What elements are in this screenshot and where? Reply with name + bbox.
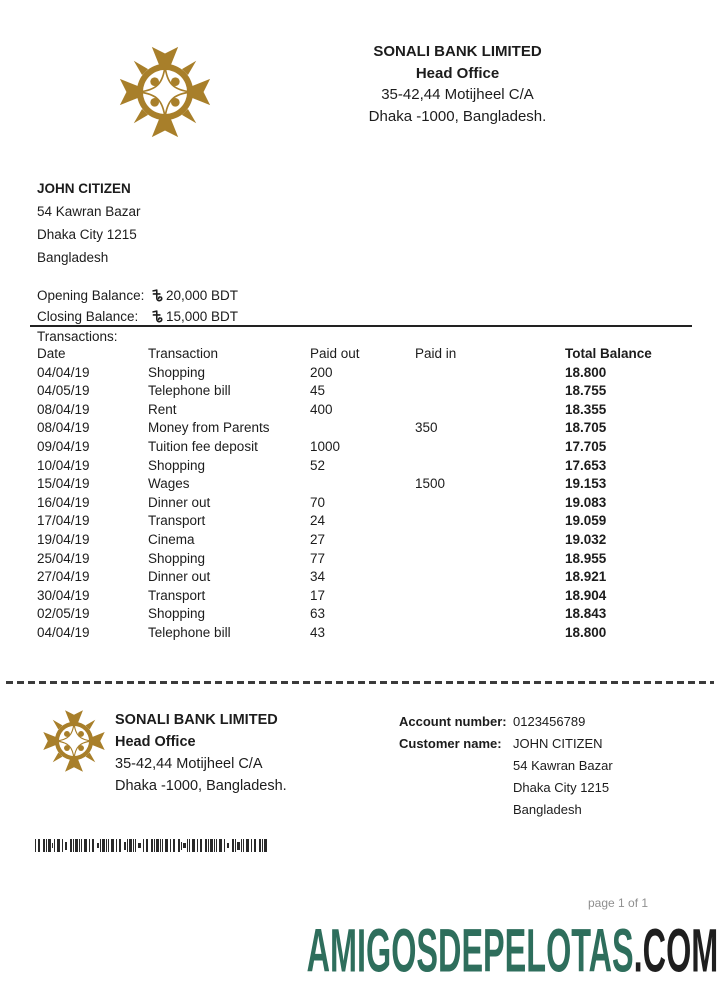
- cell-date: 08/04/19: [37, 420, 90, 436]
- cell-transaction: Cinema: [148, 531, 195, 547]
- cell-total-balance: 18.800: [565, 364, 607, 380]
- cell-transaction: Shopping: [148, 550, 206, 566]
- cell-paid-in: [415, 401, 565, 420]
- cell-paid-out: 24: [310, 513, 326, 529]
- transaction-row: [37, 457, 689, 476]
- cell-paid-out: [310, 475, 415, 494]
- cell-paid-in: 350: [415, 420, 438, 436]
- cell-paid-in: [415, 438, 565, 457]
- cell-transaction: Transport: [148, 513, 206, 529]
- cell-paid-in: [415, 457, 565, 476]
- customer-name-label: Customer name:: [399, 736, 502, 751]
- transactions-table: [37, 345, 689, 643]
- cell-total-balance: 19.153: [565, 476, 607, 492]
- cell-transaction: Rent: [148, 401, 177, 417]
- footer-bank-block: [115, 709, 287, 797]
- cell-date: 17/04/19: [37, 513, 90, 529]
- column-header-paid-in: Paid in: [415, 346, 457, 361]
- customer-name: JOHN CITIZEN: [37, 181, 131, 196]
- cell-paid-out: 52: [310, 457, 326, 473]
- cell-paid-in: [415, 550, 565, 569]
- bank-logo-icon: [42, 709, 106, 773]
- cell-paid-out: [310, 419, 415, 438]
- transaction-row: [37, 494, 689, 513]
- cell-transaction: Transport: [148, 587, 206, 603]
- footer-customer-address-line: 54 Kawran Bazar: [513, 758, 613, 773]
- cell-paid-out: 200: [310, 364, 333, 380]
- bank-office: Head Office: [415, 64, 500, 82]
- closing-balance-label: Closing Balance:: [37, 308, 139, 324]
- transaction-row: [37, 550, 689, 569]
- cell-total-balance: 18.955: [565, 550, 607, 566]
- transaction-row: [37, 419, 689, 438]
- transaction-row: [37, 512, 689, 531]
- page-indicator: page 1 of 1: [588, 896, 649, 910]
- dashed-tear-line: [6, 681, 714, 684]
- cell-total-balance: 18.843: [565, 606, 607, 622]
- cell-date: 15/04/19: [37, 476, 90, 492]
- cell-date: 09/04/19: [37, 438, 90, 454]
- cell-paid-in: [415, 494, 565, 513]
- watermark: [306, 916, 718, 986]
- cell-paid-in: [415, 605, 565, 624]
- cell-total-balance: 19.083: [565, 494, 607, 510]
- cell-transaction: Shopping: [148, 364, 206, 380]
- cell-paid-in: [415, 531, 565, 550]
- cell-paid-in: [415, 568, 565, 587]
- transaction-row: [37, 382, 689, 401]
- column-header-total-balance: Total Balance: [565, 346, 652, 361]
- watermark-suffix: .COM: [633, 916, 718, 985]
- cell-total-balance: 18.755: [565, 383, 607, 399]
- cell-paid-out: 17: [310, 587, 326, 603]
- cell-transaction: Shopping: [148, 606, 206, 622]
- bank-header: [330, 41, 585, 127]
- bank-address-line1: 35-42,44 Motijheel C/A: [381, 86, 534, 103]
- cell-date: 10/04/19: [37, 457, 90, 473]
- cell-date: 04/04/19: [37, 364, 90, 380]
- cell-date: 04/05/19: [37, 383, 90, 399]
- cell-paid-out: 34: [310, 569, 326, 585]
- bank-name: SONALI BANK LIMITED: [373, 43, 542, 60]
- cell-paid-in: [415, 512, 565, 531]
- cell-date: 19/04/19: [37, 531, 90, 547]
- cell-transaction: Telephone bill: [148, 383, 231, 399]
- column-header-transaction: Transaction: [148, 346, 219, 361]
- footer-account-labels: [399, 711, 507, 755]
- cell-paid-out: 63: [310, 606, 326, 622]
- cell-date: 16/04/19: [37, 494, 90, 510]
- cell-date: 25/04/19: [37, 550, 90, 566]
- transaction-row: [37, 605, 689, 624]
- transaction-row: [37, 531, 689, 550]
- cell-paid-out: 400: [310, 401, 333, 417]
- bank-address-line2: Dhaka -1000, Bangladesh.: [368, 107, 547, 125]
- customer-address-line2: Dhaka City 1215: [37, 227, 137, 242]
- footer-bank-office: Head Office: [115, 734, 196, 750]
- opening-balance-value: 20,000 BDT: [166, 288, 239, 303]
- transactions-header-row: [37, 345, 689, 364]
- account-number-label: Account number:: [399, 714, 507, 729]
- cell-transaction: Dinner out: [148, 494, 211, 510]
- cell-total-balance: 18.904: [565, 587, 607, 603]
- footer-customer-address-line: Dhaka City 1215: [513, 780, 610, 795]
- closing-balance-value: 15,000 BDT: [166, 308, 239, 324]
- bank-logo-icon: [118, 45, 212, 139]
- cell-total-balance: 17.705: [565, 438, 607, 454]
- horizontal-rule: [30, 325, 692, 327]
- closing-balance-row: [37, 307, 238, 328]
- cell-total-balance: 18.921: [565, 569, 607, 585]
- account-number-value: 0123456789: [513, 714, 586, 729]
- cell-paid-out: 43: [310, 624, 326, 640]
- cell-date: 04/04/19: [37, 624, 90, 640]
- cell-transaction: Dinner out: [148, 569, 211, 585]
- cell-paid-in: [415, 624, 565, 643]
- footer-bank-name: SONALI BANK LIMITED: [115, 712, 278, 728]
- cell-transaction: Tuition fee deposit: [148, 438, 258, 454]
- transaction-row: [37, 364, 689, 383]
- column-header-date: Date: [37, 346, 66, 361]
- transactions-body: [37, 364, 689, 643]
- watermark-main: AMIGOSDEPELOTAS: [306, 916, 634, 985]
- cell-total-balance: 18.705: [565, 420, 607, 436]
- cell-paid-out: 77: [310, 550, 326, 566]
- cell-paid-out: 1000: [310, 438, 341, 454]
- cell-paid-out: 27: [310, 531, 326, 547]
- barcode-icon: [35, 839, 267, 852]
- cell-date: 02/05/19: [37, 606, 90, 622]
- footer-bank-address-line1: 35-42,44 Motijheel C/A: [115, 756, 263, 772]
- taka-symbol-icon: [152, 289, 163, 302]
- footer-customer-name: JOHN CITIZEN: [513, 736, 603, 751]
- footer-bank-address-line2: Dhaka -1000, Bangladesh.: [115, 778, 287, 794]
- cell-total-balance: 18.800: [565, 624, 607, 640]
- cell-paid-out: 45: [310, 383, 326, 399]
- footer-customer-address-line: Bangladesh: [513, 802, 582, 817]
- cell-paid-in: [415, 587, 565, 606]
- taka-symbol-icon: [152, 310, 163, 323]
- cell-paid-out: 70: [310, 494, 326, 510]
- cell-date: 30/04/19: [37, 587, 90, 603]
- customer-address-line1: 54 Kawran Bazar: [37, 204, 141, 219]
- transaction-row: [37, 587, 689, 606]
- opening-balance-label: Opening Balance:: [37, 288, 145, 303]
- transactions-title: Transactions:: [37, 329, 118, 344]
- cell-total-balance: 17.653: [565, 457, 607, 473]
- cell-transaction: Money from Parents: [148, 420, 270, 436]
- cell-paid-in: 1500: [415, 476, 446, 492]
- cell-total-balance: 19.059: [565, 513, 607, 529]
- cell-total-balance: 19.032: [565, 531, 607, 547]
- opening-balance-row: [37, 286, 238, 307]
- transaction-row: [37, 475, 689, 494]
- balance-summary: [37, 286, 238, 327]
- transaction-row: [37, 624, 689, 643]
- transaction-row: [37, 568, 689, 587]
- cell-transaction: Wages: [148, 476, 190, 492]
- cell-paid-in: [415, 382, 565, 401]
- cell-date: 27/04/19: [37, 569, 90, 585]
- cell-total-balance: 18.355: [565, 401, 607, 417]
- cell-transaction: Telephone bill: [148, 624, 231, 640]
- column-header-paid-out: Paid out: [310, 346, 360, 361]
- transaction-row: [37, 401, 689, 420]
- customer-address-block: [37, 177, 141, 269]
- cell-paid-in: [415, 364, 565, 383]
- cell-transaction: Shopping: [148, 457, 206, 473]
- cell-date: 08/04/19: [37, 401, 90, 417]
- transaction-row: [37, 438, 689, 457]
- customer-address-line3: Bangladesh: [37, 250, 109, 265]
- footer-account-values: [513, 711, 613, 821]
